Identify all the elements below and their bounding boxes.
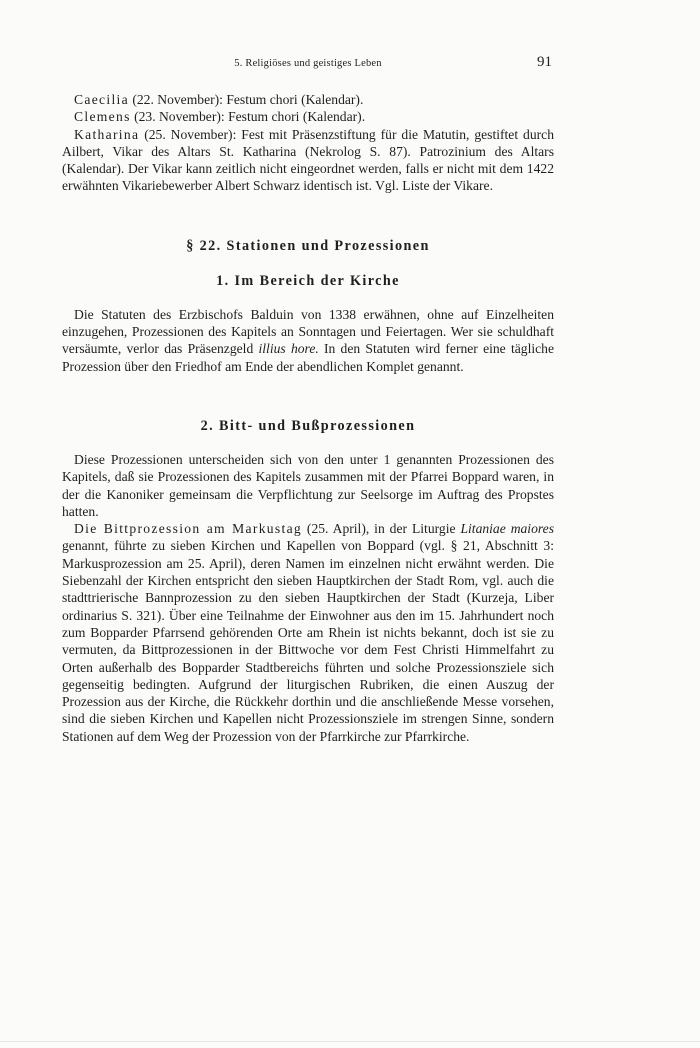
feast-name: Caecilia	[74, 92, 129, 107]
paragraph-text: (25. April), in der Liturgie	[302, 521, 461, 537]
bottom-edge-rule	[0, 1041, 700, 1042]
feast-name: Katharina	[74, 126, 140, 142]
feast-entry-clemens	[62, 108, 554, 125]
subsection-title-rogation: 2. Bitt- und Bußprozessionen	[200, 417, 416, 434]
feast-entry-katharina	[62, 126, 554, 195]
book-page	[62, 52, 554, 745]
paragraph-italic: illius hore.	[258, 341, 319, 357]
page-number: 91	[537, 54, 552, 70]
feast-text: (25. November): Fest mit Präsenzstiftung für die Matutin, gestiftet durch Ailbert, Vikar des Altars St. Katharina (Nekrolog S. 87). Patrozinium des Altars (Kalendar). Der Vikar kann zeitlich nicht eingeordnet werden, falls er nicht mit dem 1422 erwähnten Vikariebewerber Albert Schwarz identisch ist. Vgl. Liste der Vikare.	[62, 126, 554, 194]
paragraph-text: genannt, führte zu sieben Kirchen und Kapellen von Boppard (vgl. § 21, Abschnitt 3: Markusprozession am 25. April), deren Namen im einzelnen nicht erwähnt werden. Die Siebenzahl der Kirchen entspricht den sieben Hauptkirchen der Stadt Rom, vgl. auch die stadttrierische Bannprozession zu den sieben Hauptkirchen der Stadt (Kurzeja, Liber ordinarius S. 321). Über eine Teilnahme der Einwohner aus den im 15. Jahrhundert noch zum Bopparder Pfarrsend gehörenden Orte am Rhein ist nichts bekannt, doch ist sie zu vermuten, da Bittprozessionen in der Bittwoche vor dem Fest Christi Himmelfahrt zu Orten außerhalb des Bopparder Stadtbereichs führten und solche Prozessionsziele sich gegenseitig bedingten. Aufgrund der liturgischen Rubriken, die einen Auszug der Prozession aus der Kirche, die Rückkehr dorthin und die anschließende Messe vorsehen, sind die sieben Kirchen und Kapellen nicht Prozessionsziele im strengen Sinne, sondern Stationen auf dem Weg der Prozession von der Pfarrkirche zur Pfarrkirche.	[62, 538, 554, 744]
running-title: 5. Religiöses und geistiges Leben	[234, 58, 382, 69]
paragraph-italic: Litaniae maiores	[460, 521, 554, 537]
paragraph-text: Die Statuten des Erzbischofs Balduin von 1338 erwähnen, ohne auf Einzelheiten einzugehen, Prozessionen des Kapitels an Sonntagen und Feiertagen. Wer sie schuldhaft versäumte, verlor das Präsenzgeld	[62, 306, 554, 357]
paragraph-rogation-intro: Diese Prozessionen unterscheiden sich von den unter 1 genannten Prozessionen des Kapitels, daß sie Prozessionen des Kapitels zusammen mit der Pfarrei Boppard waren, in der die Kanoniker gemeinsam die Verpflichtung zur Seelsorge im Auftrag des Propstes hatten.	[62, 451, 554, 519]
running-head	[62, 52, 554, 74]
paragraph-mark-procession	[62, 520, 554, 745]
feast-text: (23. November): Festum chori (Kalendar).	[130, 109, 366, 125]
feast-text: (22. November): Festum chori (Kalendar).	[128, 92, 364, 107]
paragraph-spaced-lead: Die Bittprozession am Markustag	[74, 521, 302, 537]
paragraph-church-processions	[62, 306, 554, 375]
feast-name: Clemens	[74, 109, 131, 125]
section-title: § 22. Stationen und Prozessionen	[186, 237, 430, 254]
feast-entries	[62, 91, 554, 195]
subsection-title-church: 1. Im Bereich der Kirche	[216, 272, 400, 289]
feast-entry-caecilia	[62, 91, 554, 108]
paragraph-text: In den Statuten wird ferner eine tägliche Prozession über den Friedhof am Ende der abendlichen Komplet genannt.	[62, 341, 554, 374]
